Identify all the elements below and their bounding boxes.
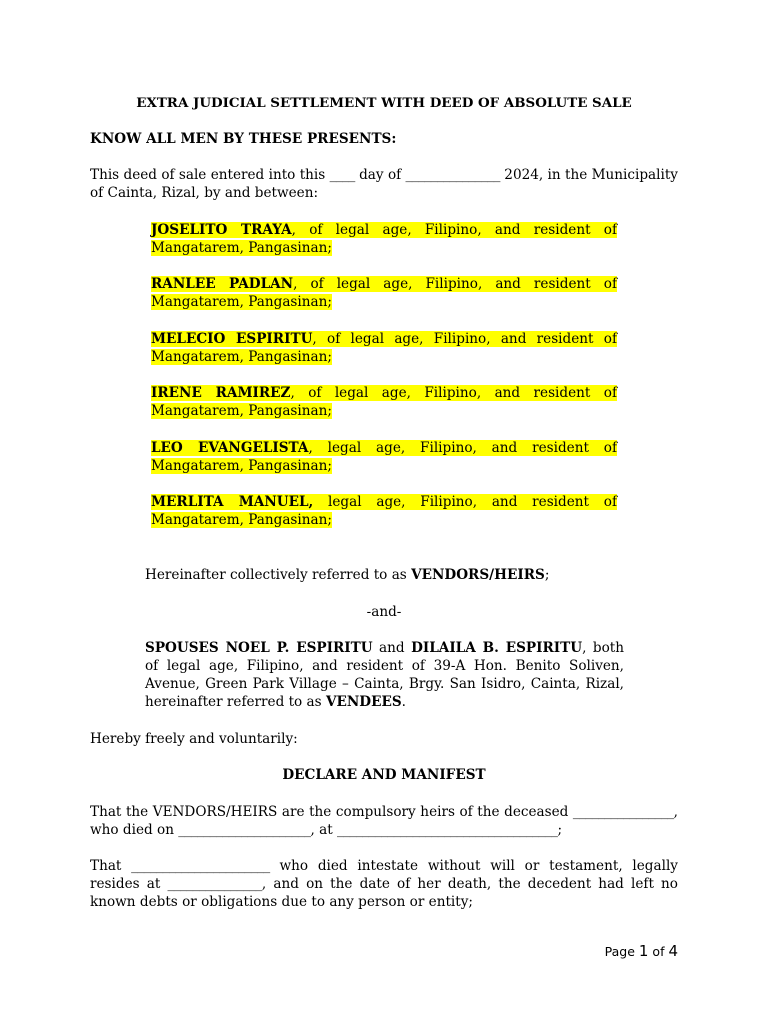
and-separator: -and- [366,604,402,620]
heirs-text-1: That the VENDORS/HEIRS are the compulsory heirs of the deceased [90,804,573,820]
vendor-entry-1 [151,221,617,257]
vendees-and: and [372,640,412,656]
death-place-blank: ___________________________________ [337,822,558,838]
vendor-desc: , legal age, Filipino, and resident of Mangatarem, Pangasinan; [151,440,617,474]
vendees-desc: , both of legal age, Filipino, and resident of 39-A Hon. Benito Soliven, Avenue, Green Park Village – Cainta, Brgy. San Isidro, Cainta, Rizal, hereinafter referred to as [145,640,624,710]
day-blank: ____ [329,167,355,183]
vendor-name: IRENE RAMIREZ [151,385,291,401]
vendee-name-1: SPOUSES NOEL P. ESPIRITU [145,640,373,656]
vendor-entry-6 [151,493,617,529]
vendor-entry-3 [151,330,617,366]
vendor-desc: , of legal age, Filipino, and resident of Mangatarem, Pangasinan; [151,385,617,419]
vendees-end: . [401,694,406,710]
hereinafter-paragraph [145,566,624,584]
intestate-paragraph [90,857,678,911]
intestate-text-3: , and on the date of her death, the decedent had left no known debts or obligations due to any person or entity; [90,876,678,910]
vendors-heirs-term: VENDORS/HEIRS [411,567,545,583]
heirs-paragraph [90,803,678,839]
vendor-entry-2 [151,275,617,311]
declare-heading: DECLARE AND MANIFEST [282,767,486,783]
know-all-heading: KNOW ALL MEN BY THESE PRESENTS: [90,131,397,147]
vendor-entry-5 [151,439,617,475]
heirs-text-3: , at [310,822,338,838]
heirs-text-2: , who died on [90,804,678,838]
decedent-name-blank: ______________________ [131,858,270,874]
intro-text-1: This deed of sale entered into this [90,167,330,183]
total-pages: 4 [668,942,678,960]
vendee-name-2: DILAILA B. ESPIRITU [411,640,583,656]
death-date-blank: _____________________ [178,822,311,838]
hereby-paragraph: Hereby freely and voluntarily: [90,731,298,747]
vendor-name: RANLEE PADLAN [151,276,294,292]
hereinafter-end: ; [544,567,550,583]
vendees-term: VENDEES [325,694,402,710]
page-label: Page [604,944,639,959]
vendor-desc: , of legal age, Filipino, and resident of Mangatarem, Pangasinan; [151,331,617,365]
heirs-text-4: ; [557,822,563,838]
vendees-paragraph [145,639,624,711]
intestate-text-1: That [90,858,132,874]
intro-paragraph [90,166,678,202]
page-number-footer [605,942,678,961]
current-page: 1 [638,942,649,960]
vendor-desc: , of legal age, Filipino, and resident of Mangatarem, Pangasinan; [151,222,617,256]
of-label: of [648,944,669,959]
intro-text-2: day of [354,167,406,183]
hereinafter-text: Hereinafter collectively referred to as [145,567,412,583]
vendor-entry-4 [151,384,617,420]
vendor-name: MERLITA MANUEL, [151,494,314,510]
deceased-name-blank: ________________ [572,804,674,820]
month-blank: _______________ [405,167,500,183]
intestate-text-2: who died intestate without will or testament, legally resides at [90,858,678,892]
vendor-desc: legal age, Filipino, and resident of Mangatarem, Pangasinan; [151,494,617,528]
intro-text-3: 2024, in the Municipality of Cainta, Rizal, by and between: [90,167,678,201]
vendor-name: MELECIO ESPIRITU [151,331,313,347]
vendor-name: JOSELITO TRAYA [151,222,292,238]
vendor-desc: , of legal age, Filipino, and resident of Mangatarem, Pangasinan; [151,276,617,310]
vendor-name: LEO EVANGELISTA [151,440,309,456]
residence-blank: _______________ [167,876,262,892]
document-title: EXTRA JUDICIAL SETTLEMENT WITH DEED OF ABSOLUTE SALE [136,95,632,111]
